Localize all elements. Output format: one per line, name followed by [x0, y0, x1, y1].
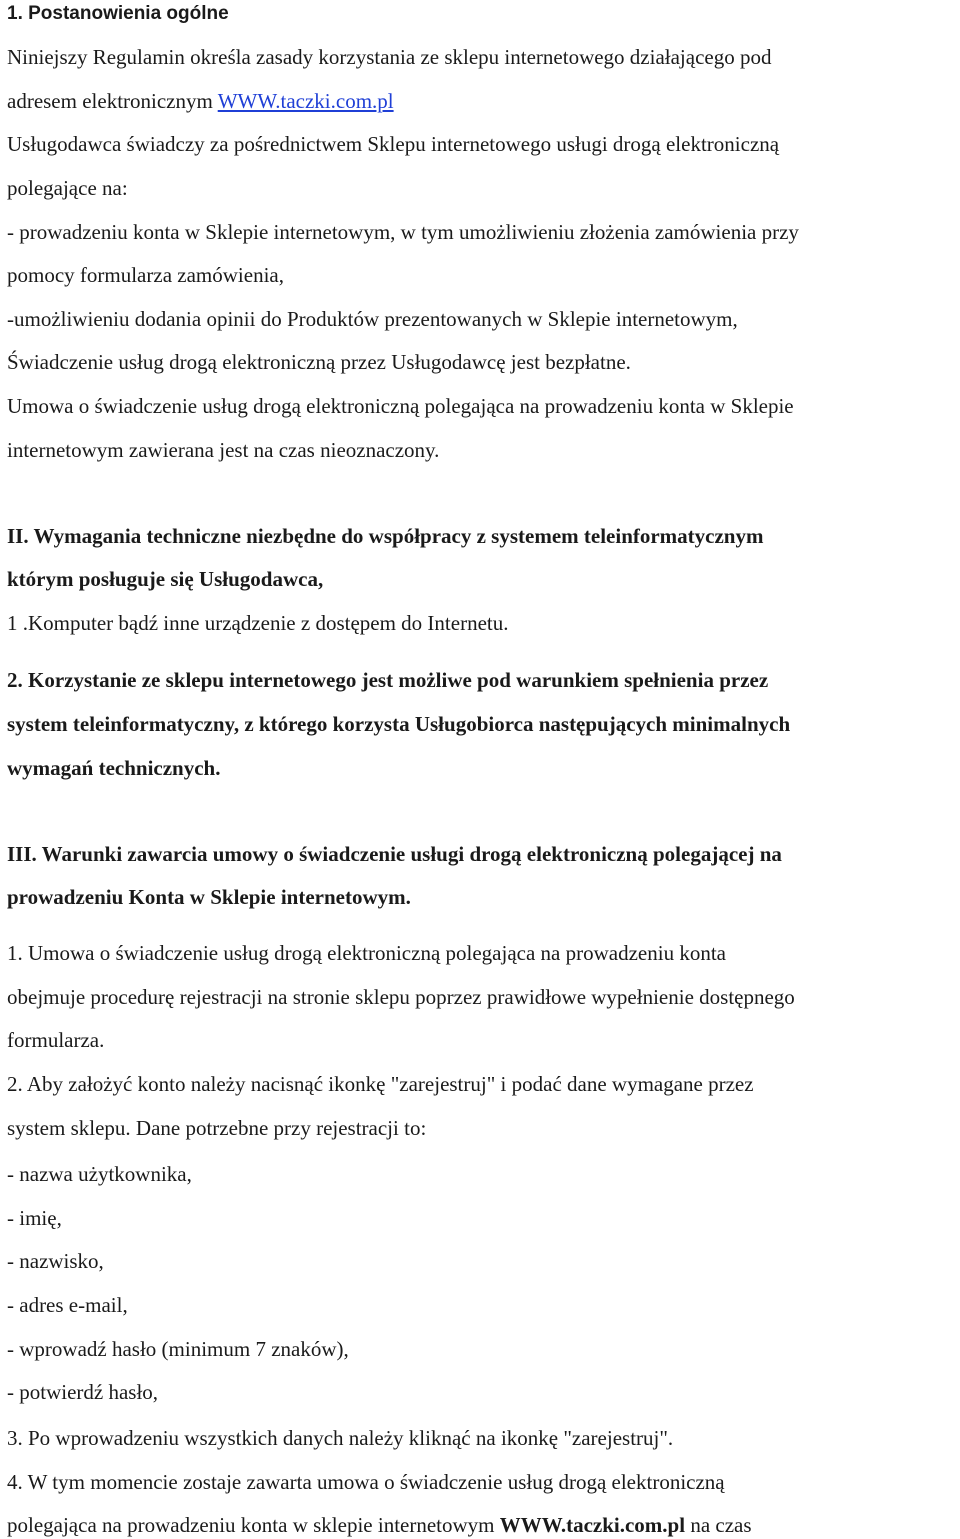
- section-1-line: - prowadzeniu konta w Sklepie internetowym, w tym umożliwieniu złożenia zamówienia przy: [7, 220, 799, 244]
- section-3-line: 1. Umowa o świadczenie usług drogą elektroniczną polegająca na prowadzeniu konta: [7, 941, 726, 965]
- shop-url-link[interactable]: WWW.taczki.com.pl: [217, 89, 394, 113]
- section-3-line: 2. Aby założyć konto należy nacisnąć ikonkę "zarejestruj" i podać dane wymagane przez: [7, 1072, 754, 1096]
- section-1-line: Usługodawca świadczy za pośrednictwem Sklepu internetowego usługi drogą elektroniczną: [7, 132, 780, 156]
- list-item: - nazwa użytkownika,: [7, 1162, 192, 1186]
- section-3-line: 4. W tym momencie zostaje zawarta umowa o świadczenie usług drogą elektroniczną: [7, 1470, 725, 1494]
- section-1-line: Świadczenie usług drogą elektroniczną przez Usługodawcę jest bezpłatne.: [7, 350, 631, 374]
- list-item: - wprowadź hasło (minimum 7 znaków),: [7, 1337, 349, 1361]
- address-label: adresem elektronicznym: [7, 89, 218, 113]
- section-2-bold-line: wymagań technicznych.: [7, 756, 221, 780]
- section-1-line: [7, 88, 394, 114]
- section-2-bold-line: 2. Korzystanie ze sklepu internetowego jest możliwe pod warunkiem spełnienia przez: [7, 668, 769, 692]
- section-1-line: pomocy formularza zamówienia,: [7, 263, 284, 287]
- section-3-line: 3. Po wprowadzeniu wszystkich danych należy kliknąć na ikonkę "zarejestruj".: [7, 1426, 674, 1450]
- section-2-heading: którym posługuje się Usługodawca,: [7, 567, 324, 591]
- section-3-line: formularza.: [7, 1028, 105, 1052]
- list-item: - imię,: [7, 1206, 62, 1230]
- section-1-line: polegające na:: [7, 176, 128, 200]
- contract-text-end: na czas: [685, 1513, 752, 1537]
- list-item: - nazwisko,: [7, 1249, 104, 1273]
- section-2-bold-line: system teleinformatyczny, z którego korzysta Usługobiorca następujących minimalnych: [7, 712, 791, 736]
- contract-text: polegająca na prowadzeniu konta w sklepie internetowym: [7, 1513, 500, 1537]
- section-1-line: Umowa o świadczenie usług drogą elektroniczną polegająca na prowadzeniu konta w Sklepie: [7, 394, 794, 418]
- section-1-line: internetowym zawierana jest na czas nieoznaczony.: [7, 438, 440, 462]
- list-item: - potwierdź hasło,: [7, 1380, 159, 1404]
- list-item: - adres e-mail,: [7, 1293, 128, 1317]
- section-1-line: -umożliwieniu dodania opinii do Produktów prezentowanych w Sklepie internetowym,: [7, 307, 738, 331]
- section-2-line: 1 .Komputer bądź inne urządzenie z dostępem do Internetu.: [7, 611, 509, 635]
- section-3-line: [7, 1512, 752, 1538]
- section-3-line: obejmuje procedurę rejestracji na stronie sklepu poprzez prawidłowe wypełnienie dostępnego: [7, 985, 795, 1009]
- section-1-line: Niniejszy Regulamin określa zasady korzystania ze sklepu internetowego działającego pod: [7, 45, 772, 69]
- section-3-heading: prowadzeniu Konta w Sklepie internetowym.: [7, 885, 411, 909]
- section-2-heading: II. Wymagania techniczne niezbędne do współpracy z systemem teleinformatycznym: [7, 524, 764, 548]
- section-3-line: system sklepu. Dane potrzebne przy rejestracji to:: [7, 1116, 427, 1140]
- section-1-heading: 1. Postanowienia ogólne: [7, 3, 229, 24]
- section-3-heading: III. Warunki zawarcia umowy o świadczenie usługi drogą elektroniczną polegającej na: [7, 842, 782, 866]
- shop-url-bold: WWW.taczki.com.pl: [499, 1513, 686, 1537]
